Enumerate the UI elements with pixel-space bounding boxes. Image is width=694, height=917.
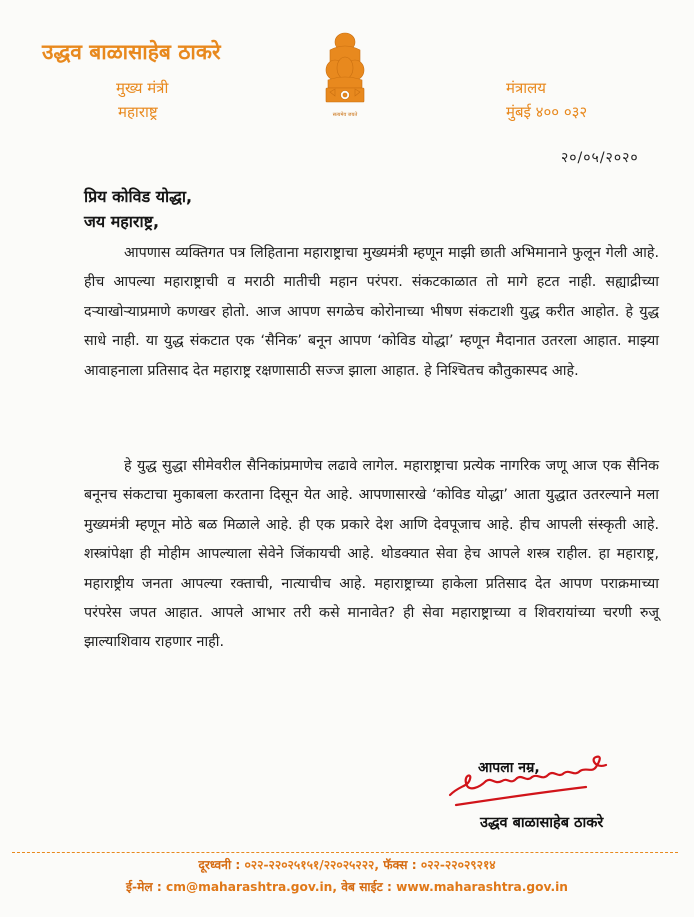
body-paragraph-2-text: हे युद्ध सुद्धा सीमेवरील सैनिकांप्रमाणेच लढावे लागेल. महाराष्ट्राचा प्रत्येक नागरिक जणू आज एक सैनिक बनूनच संकटाचा मुकाबला करताना दिसून येत आहे. आपणासारखे ‘कोविड योद्धा’ आता युद्धात उतरल्याने मला मुख्यमंत्री म्हणून मोठे बळ मिळाले आहे. ही एक प्रकारे देश आणि देवपूजाच आहे. हीच आपली संस्कृती आहे. शस्त्रांपेक्षा ही मोहीम आपल्याला सेवेने जिंकायची आहे. थोडक्यात सेवा हेच आपले शस्त्र राहील. हा महाराष्ट्र, महाराष्ट्रीय जनता आपल्या रक्ताची, नात्याचीच आहे. महाराष्ट्राच्या हाकेला प्रतिसाद देत आपण पराक्रमाच्या परंपरेस जपत आहात. आपले आभार तरी कसे मानावेत? ही सेवा महाराष्ट्राच्या व शिवरायांच्या चरणी रुजू झाल्याशिवाय राहणार नाही. xyxy=(84,458,659,651)
footer-website[interactable]: www.maharashtra.gov.in xyxy=(396,880,568,894)
body-paragraph-2 xyxy=(84,452,659,658)
footer-divider xyxy=(12,852,678,853)
footer-fax-label: फॅक्स : xyxy=(383,858,417,872)
footer-email[interactable]: cm@maharashtra.gov.in, xyxy=(166,880,337,894)
salutation-line-1: प्रिय कोविड योद्धा, xyxy=(84,187,193,206)
handwritten-signature xyxy=(446,747,626,813)
footer-website-label: वेब साईट : xyxy=(341,880,392,894)
letterhead-city: मुंबई ४०० ०३२ xyxy=(506,103,588,121)
salutation-line-2: जय महाराष्ट्र, xyxy=(84,212,160,231)
footer-web-line xyxy=(0,878,694,895)
emblem-motto: सत्यमेव जयते xyxy=(332,112,358,118)
footer-fax: ०२२-२२०२९२१४ xyxy=(420,858,496,872)
letterhead-designation: मुख्य मंत्री xyxy=(116,79,169,97)
state-emblem-icon xyxy=(316,30,374,122)
footer-phone: ०२२-२२०२५१५१/२२०२५२२२, xyxy=(244,858,380,872)
signatory-name: उद्धव बाळासाहेब ठाकरे xyxy=(480,815,604,831)
body-paragraph-1 xyxy=(84,239,659,386)
body-paragraph-1-text: आपणास व्यक्तिगत पत्र लिहिताना महाराष्ट्राचा मुख्यमंत्री म्हणून माझी छाती अभिमानाने फुलून गेली आहे. हीच आपल्या महाराष्ट्राची व मराठी मातीची महान परंपरा. संकटकाळात तो मागे हटत नाही. सह्याद्रीच्या दऱ्याखोऱ्याप्रमाणे कणखर होतो. आज आपण सगळेच कोरोनाच्या भीषण संकटाशी युद्ध करीत आहोत. हे युद्ध साधे नाही. या युद्ध संकटात एक ‘सैनिक’ बनून आपण ‘कोविड योद्धा’ म्हणून मैदानात उतरला आहात. माझ्या आवाहनाला प्रतिसाद देत महाराष्ट्र रक्षणासाठी सज्ज झाला आहात. हे निश्चितच कौतुकास्पद आहे. xyxy=(84,245,659,379)
letter-date: २०/०५/२०२० xyxy=(561,150,639,166)
closing-text: आपला नम्र, xyxy=(478,760,540,776)
footer-contact-line xyxy=(0,856,694,873)
letterhead-office: मंत्रालय xyxy=(506,79,547,97)
letterhead-name: उद्धव बाळासाहेब ठाकरे xyxy=(42,40,221,64)
letterhead-state: महाराष्ट्र xyxy=(118,103,158,121)
footer-email-label: ई-मेल : xyxy=(126,880,162,894)
footer-phone-label: दूरध्वनी : xyxy=(198,858,241,872)
